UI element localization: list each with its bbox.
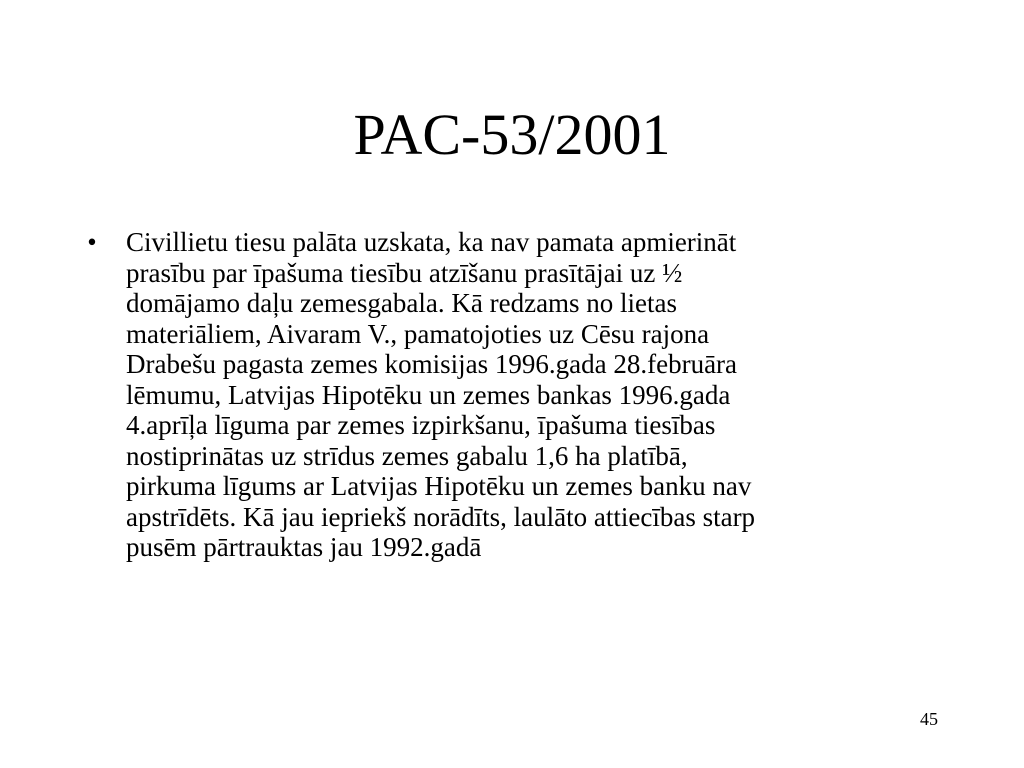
bullet-text-line: prasību par īpašuma tiesību atzīšanu prasītājai uz ½ — [126, 257, 683, 288]
bullet-text-line: pirkuma līgums ar Latvijas Hipotēku un zemes banku nav — [126, 471, 752, 501]
bullet-text-line: materiāliem, Aivaram V., pamatojoties uz Cēsu rajona — [126, 318, 710, 349]
bullet-text-line: lēmumu, Latvijas Hipotēku un zemes bankas 1996.gada — [126, 379, 731, 410]
bullet-text-line: Drabešu pagasta zemes komisijas 1996.gada 28.februāra — [126, 349, 738, 379]
bullet-marker: • — [87, 227, 97, 257]
bullet-text-line: domājamo daļu zemesgabala. Kā redzams no lietas — [126, 288, 678, 318]
bullet-text-line: pusēm pārtrauktas jau 1992.gadā — [126, 532, 482, 562]
bullet-item — [82, 227, 942, 563]
bullet-text-line: Civillietu tiesu palāta uzskata, ka nav pamata apmierināt — [126, 227, 737, 257]
bullet-text-line: apstrīdēts. Kā jau iepriekš norādīts, laulāto attiecības starp — [126, 501, 756, 532]
bullet-text-line: nostiprinātas uz strīdus zemes gabalu 1,6 ha platībā, — [126, 440, 688, 471]
bullet-list — [82, 227, 942, 563]
slide-title: PAC-53/2001 — [353, 102, 671, 167]
page-number: 45 — [920, 709, 938, 729]
bullet-text-line: 4.aprīļa līguma par zemes izpirkšanu, īpašuma tiesības — [126, 410, 716, 440]
